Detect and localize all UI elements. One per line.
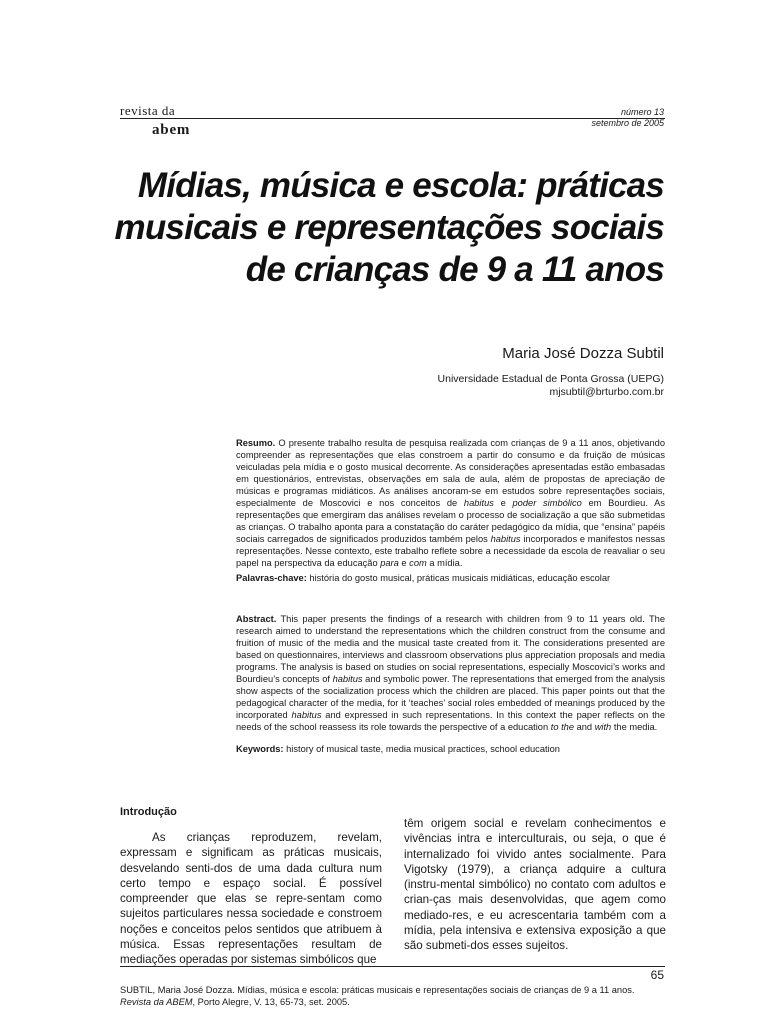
abstract-label: Abstract. [236,614,277,624]
journal-name-line2: abem [152,122,191,138]
footer-rule [120,966,665,967]
resumo-paragraph [236,437,665,570]
header-rule [120,118,665,119]
abstract-paragraph [236,613,665,733]
palavras-chave-text: história do gosto musical, práticas musicais midiáticas, educação escolar [306,573,611,583]
abstract-emphasis: to the [550,722,574,733]
section-heading: Introdução [120,806,177,818]
author-affiliation-block [438,373,664,399]
resumo-label: Resumo. [236,438,276,448]
abstract-text: This paper presents the findings of a research with children from 9 to 11 years old. The research aimed to understand the representations which the children construct from the consume and fruition of music of the media and the musical taste created from it. The considerations presented are based on questionnaires, interviews and classroom observations plus appreciation proposals and media programs. The analysis is based on studies on social representations, especially Moscovici’s works and Bourdieu’s concepts of [236,614,665,685]
author-name: Maria José Dozza Subtil [502,345,664,362]
page-number: 65 [650,968,664,982]
resumo-text: e [493,498,513,509]
affiliation: Universidade Estadual de Ponta Grossa (UEPG) [437,373,664,385]
keywords-label: Keywords: [236,744,284,754]
abstract-text: and [574,722,595,733]
abstract-text: the media. [611,722,658,733]
abstract-emphasis: habitus [332,674,363,685]
title-line: Mídias, música e escola: práticas [137,166,664,205]
citation [120,984,665,1008]
abstract-text: and expressed in such representations. In this context the paper reflects on the needs of the school reassess its role towards the perspective of a education [236,710,666,733]
email: mjsubtil@brturbo.com.br [549,386,664,398]
resumo-text: incorporados e manifestos nessas representações. Nesse contexto, este trabalho reflete sobre a necessidade da escola de reavaliar o seu papel na perspectiva da educação [236,534,665,569]
abstract-text: and symbolic power. The representations that emerged from the analysis show aspects of the socialization process which the children are placed. This paper points out that the pedagogical character of the media, for it ‘teaches’ social roles embedded of meanings produced by the incorporated [236,674,665,721]
resumo-emphasis: habitus [463,498,494,509]
resumo-emphasis: poder simbólico [512,498,582,509]
keywords-text: history of musical taste, media musical practices, school education [283,744,560,754]
issue-info [591,107,664,129]
resumo-text: e [398,558,410,569]
resumo-emphasis: para [380,558,399,569]
abstract-emphasis: with [594,722,612,733]
issue-date: setembro de 2005 [591,118,664,128]
palavras-chave [236,572,665,584]
article-title [104,165,664,291]
citation-text: SUBTIL, Maria José Dozza. Mídias, música e escola: práticas musicais e representações sociais de crianças de 9 a 11 anos. [120,985,635,995]
resumo-emphasis: com [409,558,427,569]
body-column-right: têm origem social e revelam conhecimentos e vivências intra e interculturais, ou seja, o que é internalizado foi vivido antes socialmente. Para Vigotsky (1979), a criança adquire a cultura (instru-mental simbólico) no contato com adultos e crian-ças mais desenvolvidas, que agem como mediado-res, e eu acrescentaria também com a mídia, pela intensiva e extensiva exposição a que são submeti-dos esses sujeitos. [404,817,666,953]
palavras-chave-label: Palavras-chave: [236,573,307,583]
journal-name-line1: revista da [120,103,176,118]
resumo-text: em Bourdieu. As representações que emergiram das análises revelam o processo de socialização a que são submetidas as crianças. O trabalho aponta para a constatação do caráter pedagógico da mídia, que “ensina” papéis sociais carregados de significados produzidos também pelos [236,498,665,545]
title-line: musicais e representações sociais [114,208,664,247]
body-column-left: As crianças reproduzem, revelam, expressam e significam as práticas musicais, desvelando senti-dos de uma dada cultura num certo tempo e espaço social. É possível compreender que elas se repre-sentam como sujeitos particulares nessa sociedade e constroem noções e conceitos pelos sentidos que atribuem à música. Essas representações resultam de mediações operadas por sistemas simbólicos que [120,831,382,967]
issue-number: número 13 [620,107,664,117]
title-line: de crianças de 9 a 11 anos [245,250,664,289]
keywords [236,743,665,755]
resumo-text: a mídia. [426,558,463,569]
abstract-emphasis: habitus [291,710,322,721]
resumo-emphasis: habitus [490,534,521,545]
citation-text: , Porto Alegre, V. 13, 65-73, set. 2005. [192,997,350,1007]
citation-journal: Revista da ABEM [120,997,193,1007]
resumo-text: O presente trabalho resulta de pesquisa realizada com crianças de 9 a 11 anos, objetivando compreender as representações que elas constroem a partir do consumo e da fruição de músicas veiculadas pela mídia e o gosto musical decorrente. As considerações apresentadas estão embasadas em questionários, entrevistas, observações em sala de aula, além de propostas de apreciação de músicas e programas midiáticos. As análises ancoram-se em estudos sobre representações sociais, especialmente de Moscovici e nos conceitos de [236,438,665,509]
